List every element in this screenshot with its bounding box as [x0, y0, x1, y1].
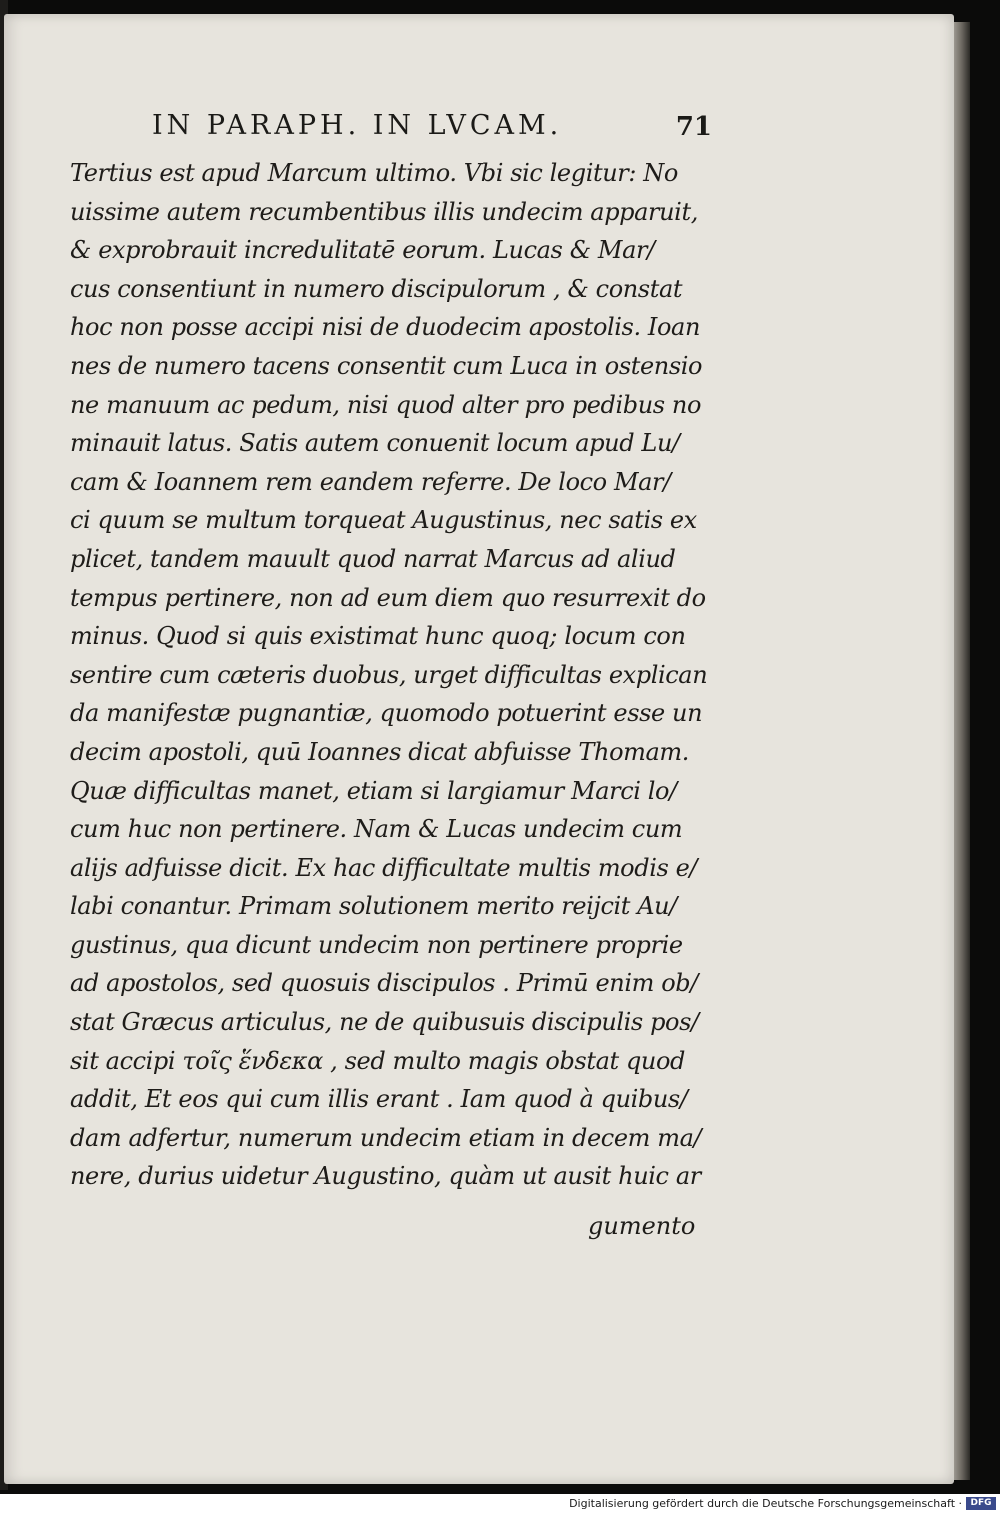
digitization-footer: [0, 1494, 1000, 1515]
text-line: uissime autem recumbentibus illis undecim apparuit,: [70, 197, 698, 226]
text-line: da manifestæ pugnantiæ, quomodo potuerint esse un: [70, 699, 703, 728]
text-line: nes de numero tacens consentit cum Luca in ostensio: [70, 351, 703, 380]
page-header: [152, 110, 712, 150]
text-line: minauit latus. Satis autem conuenit locum apud Lu/: [70, 429, 680, 458]
text-line: sentire cum cæteris duobus, urget difficultas explican: [70, 660, 708, 689]
text-line: ne manuum ac pedum, nisi quod alter pro pedibus no: [70, 390, 702, 419]
text-line: nere, durius uidetur Augustino, quàm ut ausit huic ar: [70, 1162, 701, 1191]
text-line: Quæ difficultas manet, etiam si largiamur Marci lo/: [70, 776, 677, 805]
text-block: [70, 154, 718, 1196]
text-line: minus. Quod si quis existimat hunc quoq; locum con: [70, 622, 686, 651]
text-line: ad apostolos, sed quosuis discipulos . Primū enim ob/: [70, 969, 698, 998]
text-line: gustinus, qua dicunt undecim non pertinere proprie: [70, 930, 683, 959]
text-line: labi conantur. Primam solutionem merito reijcit Au/: [70, 892, 677, 921]
page-number: 71: [675, 112, 712, 142]
text-line: dam adfertur, numerum undecim etiam in decem ma/: [70, 1123, 702, 1152]
text-line: tempus pertinere, non ad eum diem quo resurrexit do: [70, 583, 706, 612]
text-line: cam & Ioannem rem eandem referre. De loco Mar/: [70, 467, 671, 496]
text-line: decim apostoli, quū Ioannes dicat abfuisse Thomam.: [70, 737, 690, 766]
catchword: gumento: [588, 1212, 696, 1240]
text-line: hoc non posse accipi nisi de duodecim apostolis. Ioan: [70, 313, 701, 342]
footer-credit: Digitalisierung gefördert durch die Deutsche Forschungsgemeinschaft ·: [569, 1497, 962, 1510]
book-page: [4, 14, 954, 1484]
text-line: cum huc non pertinere. Nam & Lucas undecim cum: [70, 815, 683, 844]
running-head: IN PARAPH. IN LVCAM.: [152, 110, 563, 141]
text-line: alijs adfuisse dicit. Ex hac difficultate multis modis e/: [70, 853, 698, 882]
dfg-logo-icon: DFG: [966, 1497, 996, 1510]
text-line: plicet, tandem mauult quod narrat Marcus ad aliud: [70, 544, 676, 573]
text-line: & exprobrauit incredulitatē eorum. Lucas & Mar/: [70, 236, 655, 265]
text-line: sit accipi τοῖς ἕνδεκα , sed multo magis obstat quod: [70, 1046, 686, 1075]
text-line: ci quum se multum torqueat Augustinus, nec satis ex: [70, 506, 697, 535]
text-line: Tertius est apud Marcum ultimo. Vbi sic legitur: No: [70, 159, 678, 187]
text-line: cus consentiunt in numero discipulorum , & constat: [70, 274, 683, 303]
text-line: stat Græcus articulus, ne de quibusuis discipulis pos/: [70, 1008, 699, 1037]
text-line: addit, Et eos qui cum illis erant . Iam quod à quibus/: [70, 1085, 688, 1114]
page-fore-edge: [954, 22, 970, 1480]
